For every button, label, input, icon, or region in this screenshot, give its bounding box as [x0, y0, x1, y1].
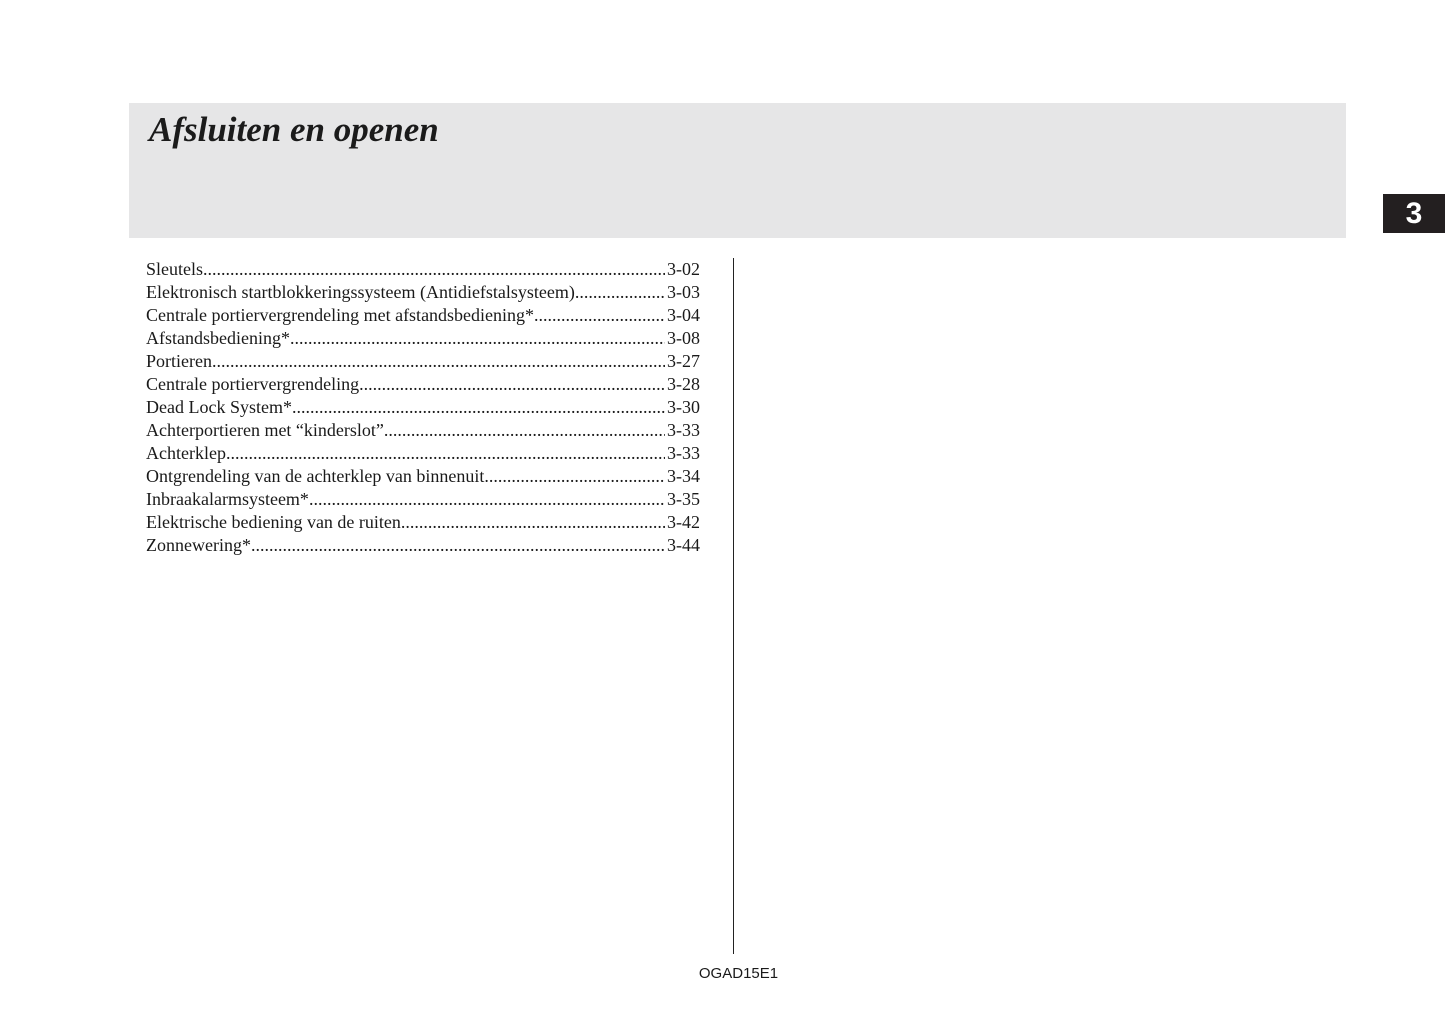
toc-entry-afstandsbediening[interactable] [146, 327, 700, 350]
toc-entry-page: 3-30 [667, 397, 700, 417]
toc-entry-label: Centrale portiervergrendeling [146, 374, 360, 394]
toc-entry-page: 3-42 [667, 512, 700, 532]
toc-entry-page: 3-04 [667, 305, 700, 325]
toc-leader-dots [203, 258, 665, 281]
toc-leader-dots [534, 304, 665, 327]
toc-entry-page: 3-33 [667, 420, 700, 440]
toc-leader-dots [401, 511, 665, 534]
toc-entry-elektrische-ruiten[interactable] [146, 511, 700, 534]
toc-entry-label: Sleutels [146, 259, 203, 279]
toc-entry-page: 3-08 [667, 328, 700, 348]
toc-entry-label: Ontgrendeling van de achterklep van binnenuit [146, 466, 485, 486]
toc-entry-label: Achterportieren met “kinderslot” [146, 420, 384, 440]
toc-entry-page: 3-02 [667, 259, 700, 279]
document-code: OGAD15E1 [698, 965, 779, 982]
toc-entry-page: 3-44 [667, 535, 700, 555]
toc-entry-page: 3-34 [667, 466, 700, 486]
toc-entry-page: 3-03 [667, 282, 700, 302]
toc-entry-label: Portieren [146, 351, 212, 371]
toc-entry-label: Elektrische bediening van de ruiten [146, 512, 401, 532]
toc-leader-dots [359, 373, 665, 396]
toc-entry-inbraakalarm[interactable] [146, 488, 700, 511]
toc-entry-label: Elektronisch startblokkeringssysteem (Antidiefstalsysteem) [146, 282, 575, 302]
toc-leader-dots [290, 327, 665, 350]
toc-entry-label: Inbraakalarmsysteem* [146, 489, 309, 509]
toc-entry-zonnewering[interactable] [146, 534, 700, 557]
toc-entry-page: 3-28 [667, 374, 700, 394]
chapter-tab[interactable]: 3 [1383, 194, 1445, 233]
toc-entry-dead-lock-system[interactable] [146, 396, 700, 419]
toc-entry-page: 3-27 [667, 351, 700, 371]
toc-entry-label: Afstandsbediening* [146, 328, 290, 348]
toc-entry-centrale-vergrendeling-afstand[interactable] [146, 304, 700, 327]
toc-entry-centrale-vergrendeling[interactable] [146, 373, 700, 396]
toc-entry-startblokkering[interactable] [146, 281, 700, 304]
toc-entry-achterklep-ontgrendeling[interactable] [146, 465, 700, 488]
toc-entry-label: Zonnewering* [146, 535, 251, 555]
toc-entry-label: Centrale portiervergrendeling met afstandsbediening* [146, 305, 535, 325]
chapter-title: Afsluiten en openen [149, 110, 439, 149]
chapter-header [129, 103, 1346, 238]
toc-entry-sleutels[interactable] [146, 258, 700, 281]
toc-entry-page: 3-35 [667, 489, 700, 509]
toc-leader-dots [226, 442, 665, 465]
toc-leader-dots [292, 396, 665, 419]
toc-leader-dots [309, 488, 665, 511]
toc-leader-dots [251, 534, 665, 557]
table-of-contents [146, 258, 700, 557]
toc-leader-dots [484, 465, 665, 488]
toc-entry-kinderslot[interactable] [146, 419, 700, 442]
toc-entry-label: Dead Lock System* [146, 397, 292, 417]
toc-entry-portieren[interactable] [146, 350, 700, 373]
toc-leader-dots [384, 419, 665, 442]
toc-entry-page: 3-33 [667, 443, 700, 463]
toc-leader-dots [575, 281, 665, 304]
column-divider [733, 258, 734, 954]
toc-entry-achterklep[interactable] [146, 442, 700, 465]
toc-leader-dots [212, 350, 665, 373]
toc-entry-label: Achterklep [146, 443, 226, 463]
